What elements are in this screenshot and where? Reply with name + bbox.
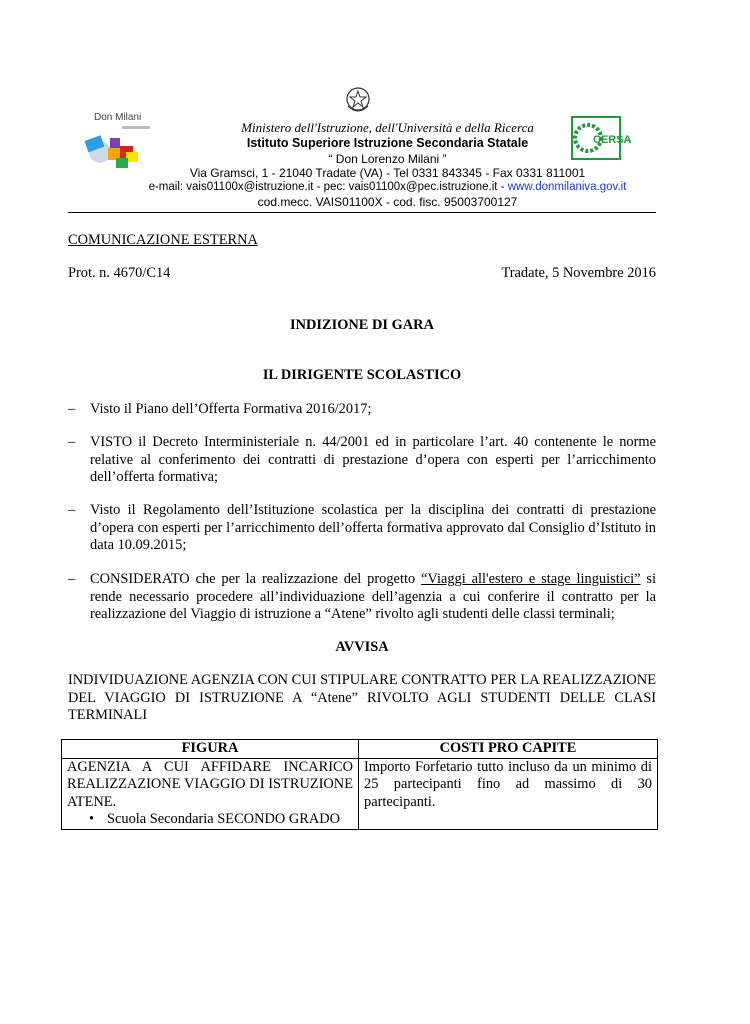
project-title: “Viaggi all'estero e stage linguistici” <box>421 571 641 587</box>
list-item-text: Visto il Piano dell’Offerta Formativa 2016/2017; <box>90 401 372 417</box>
list-item <box>68 571 656 624</box>
table-cell <box>62 758 359 829</box>
cell-text: Importo Forfetario tutto incluso da un minimo di 25 partecipanti fino ad massimo di 30 partecipanti. <box>364 758 652 810</box>
list-item-text: Visto il Regolamento dell’Istituzione scolastica per la disciplina dei contratti di prestazione d’opera con esperti per l’arricchimento dell’offerta formativa approvato dal Consiglio d’Istituto in data 10.09.2015; <box>90 502 656 553</box>
email-text: e-mail: vais01100x@istruzione.it - pec: vais01100x@pec.istruzione.it - <box>148 181 508 193</box>
tender-table <box>61 739 658 830</box>
list-item <box>68 502 656 555</box>
notice-paragraph: INDIVIDUAZIONE AGENZIA CON CUI STIPULARE CONTRATTO PER LA REALIZZAZIONE DEL VIAGGIO DI ISTRUZIONE A “Atene” RIVOLTO AGLI STUDENTI DELLE CLASI TERMINALI <box>68 672 656 723</box>
list-item-text: VISTO il Decreto Interministeriale n. 44/2001 ed in particolare l’art. 40 contenente le norme relative al conferimento dei contratti di prestazione d’opera con esperti per l’arricchimento dell’offerta formativa; <box>90 434 656 485</box>
email-line <box>25 180 750 194</box>
notice-heading: AVVISA <box>335 639 389 655</box>
document-type: COMUNICAZIONE ESTERNA <box>68 232 258 248</box>
ministry-line: Ministero dell'Istruzione, dell'Università e della Ricerca <box>241 120 534 135</box>
school-name: “ Don Lorenzo Milani ” <box>328 152 447 166</box>
text-segment: CONSIDERATO che per la realizzazione del progetto <box>90 571 422 587</box>
address-line: Via Gramsci, 1 - 21040 Tradate (VA) - Tel 0331 843345 - Fax 0331 811001 <box>189 166 586 180</box>
table-row <box>62 758 658 829</box>
cersa-text: CERSA <box>593 134 632 146</box>
list-item <box>68 434 656 487</box>
logo-text: Don Milani <box>94 112 142 123</box>
republic-emblem-icon <box>345 86 371 114</box>
list-item: • Scuola Secondaria SECONDO GRADO <box>67 811 353 829</box>
document-date: Tradate, 5 Novembre 2016 <box>501 265 656 281</box>
column-header: COSTI PRO CAPITE <box>359 740 658 759</box>
dash-bullet: – <box>68 502 76 518</box>
document-title: INDIZIONE DI GARA <box>290 317 434 333</box>
text-segment: si rende necessario procedere all’individuazione dell’agenzia a cui conferire il contratto per la realizzazione del Viaggio di istruzione a “Atene” rivolto agli studenti delle classi terminali; <box>90 571 656 622</box>
protocol-number: Prot. n. 4670/C14 <box>68 265 171 281</box>
dash-bullet: – <box>68 571 76 587</box>
list-item <box>68 401 656 419</box>
dash-bullet: – <box>68 434 76 450</box>
header-divider <box>68 212 656 213</box>
website-link[interactable]: www.donmilaniva.gov.it <box>507 181 627 193</box>
document-subtitle: IL DIRIGENTE SCOLASTICO <box>262 367 462 383</box>
cell-text: AGENZIA A CUI AFFIDARE INCARICO REALIZZAZIONE VIAGGIO DI ISTRUZIONE ATENE. <box>67 758 353 810</box>
list-item-text <box>90 571 656 624</box>
table-cell <box>359 758 658 829</box>
school-title: Istituto Superiore Istruzione Secondaria Statale <box>246 136 529 150</box>
table-header-row <box>62 740 658 759</box>
codes-line: cod.mecc. VAIS01100X - cod. fisc. 95003700127 <box>257 195 518 209</box>
dash-bullet: – <box>68 401 76 417</box>
column-header: FIGURA <box>62 740 359 759</box>
